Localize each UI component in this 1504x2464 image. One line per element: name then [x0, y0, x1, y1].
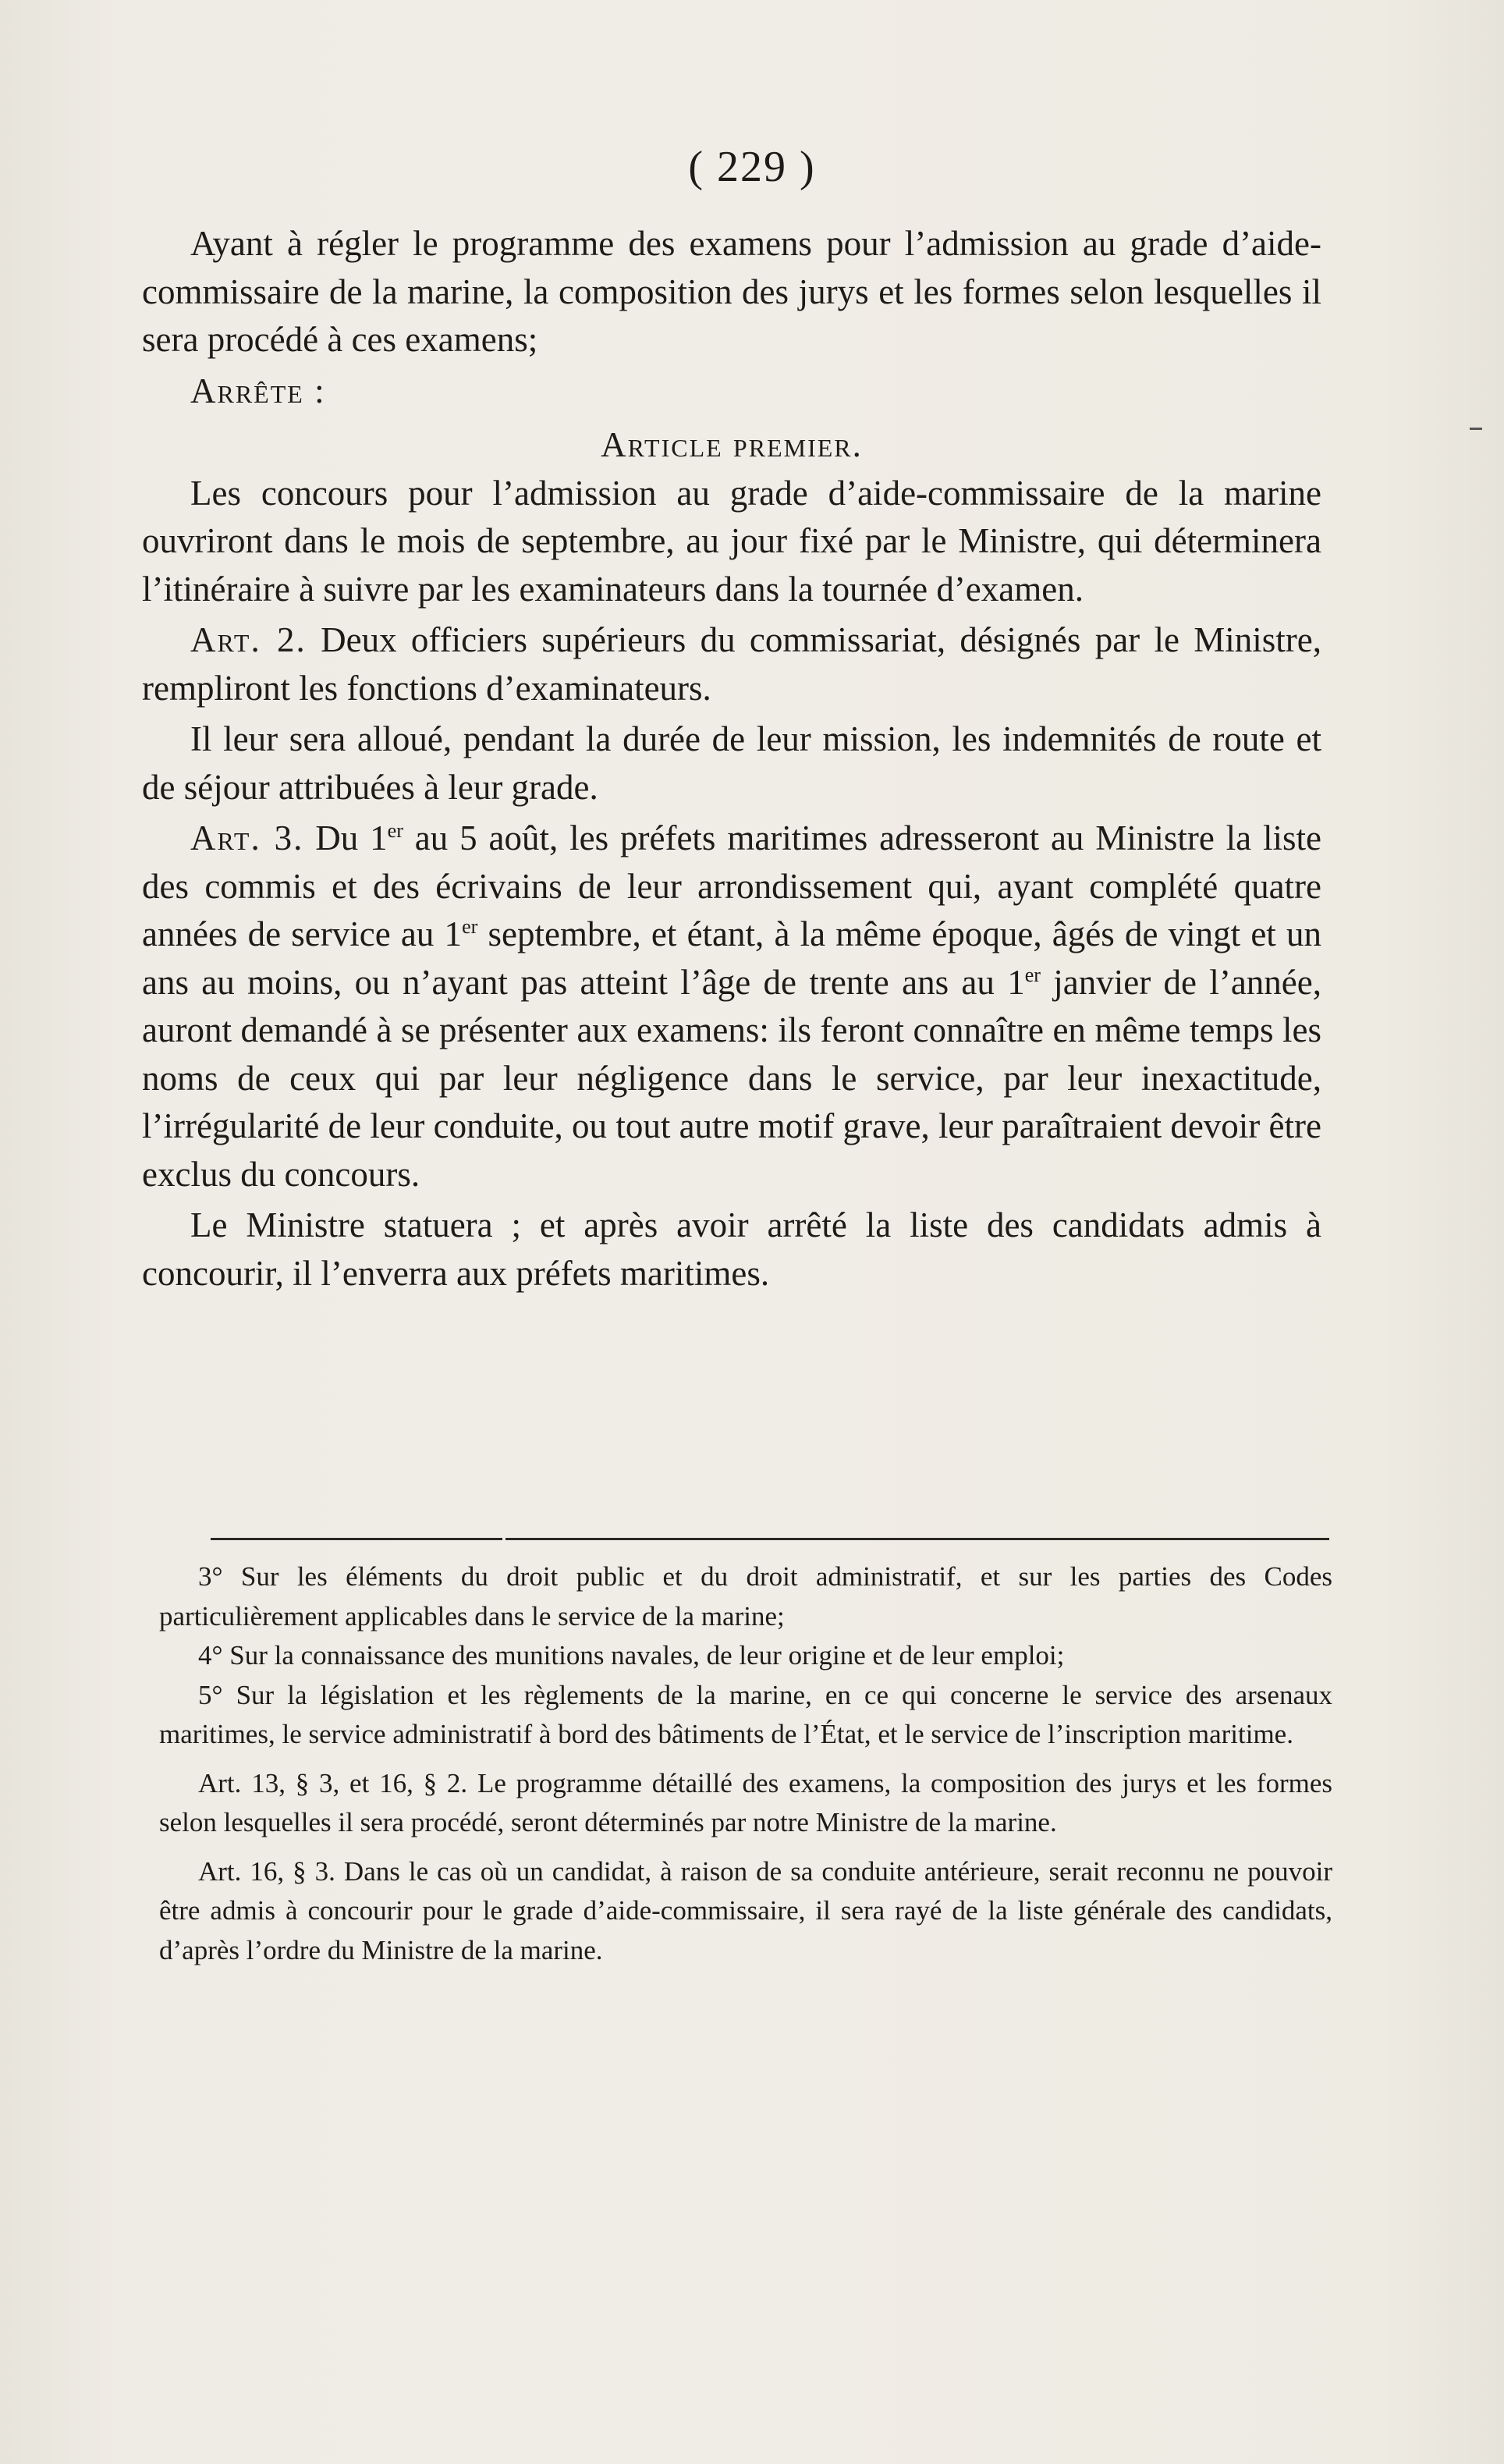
intro-paragraph: Ayant à régler le programme des examens pour l’admission au grade d’aide-commissaire de la marine, la composition des jurys et les formes selon lesquelles il sera procédé à ces examens;: [142, 224, 1321, 359]
footnote-divider-left: [211, 1538, 502, 1540]
article-3-second-paragraph: Le Ministre statuera ; et après avoir arrêté la liste des candidats admis à concourir, il l’enverra aux préfets maritimes.: [142, 1205, 1321, 1293]
footnote-art-13: Art. 13, § 3, et 16, § 2. Le programme détaillé des examens, la composition des jurys et les formes selon lesquelles il sera procédé, seront déterminés par notre Ministre de la marine.: [159, 1767, 1332, 1837]
footnote-item-4: 4° Sur la connaissance des munitions navales, de leur origine et de leur emploi;: [198, 1640, 1065, 1670]
margin-mark: [1470, 428, 1482, 430]
arrete-heading: Arrête :: [190, 371, 326, 410]
footnote-item-5: 5° Sur la législation et les règlements de la marine, en ce qui concerne le service des arsenaux maritimes, le service administratif à bord des bâtiments de l’État, et le service de l’inscription maritime.: [159, 1679, 1332, 1749]
article-3-text-4: janvier de l’année, auront demandé à se présenter aux examens: ils feront connaître en même temps les noms de ceux qui par leur négligence dans le service, par leur inexactitude, l’irrégularité de leur conduite, ou tout autre motif grave, leur paraîtraient devoir être exclus du concours.: [142, 962, 1321, 1194]
article-2-label: Art. 2.: [190, 620, 307, 659]
article-3-paragraph: [142, 815, 1321, 1198]
article-2-text: Deux officiers supérieurs du commissariat, désignés par le Ministre, rempliront les fonctions d’examinateurs.: [142, 620, 1322, 708]
superscript-er: er: [462, 915, 478, 938]
article-2-paragraph: [142, 616, 1321, 712]
footnotes: [159, 1557, 1332, 1970]
page-number: ( 229 ): [688, 143, 816, 191]
superscript-er: er: [387, 819, 403, 842]
article-premier-heading: Article premier.: [601, 425, 863, 464]
article-1-paragraph: Les concours pour l’admission au grade d’aide-commissaire de la marine ouvriront dans le mois de septembre, au jour fixé par le Ministre, qui déterminera l’itinéraire à suivre par les examinateurs dans la tournée d’examen.: [142, 473, 1321, 609]
superscript-er: er: [1024, 963, 1041, 986]
article-3-label: Art. 3.: [190, 818, 304, 857]
article-3-text-3: septembre, et étant, à la même époque, âgés de vingt et un ans au moins, ou n’ayant pas atteint l’âge de trente ans au 1: [142, 914, 1321, 1002]
article-2-second-paragraph: Il leur sera alloué, pendant la durée de leur mission, les indemnités de route et de séjour attribuées à leur grade.: [142, 719, 1321, 807]
footnote-art-16: Art. 16, § 3. Dans le cas où un candidat, à raison de sa conduite antérieure, serait reconnu ne pouvoir être admis à concourir pour le grade d’aide-commissaire, il sera rayé de la liste générale des candidats, d’après l’ordre du Ministre de la marine.: [159, 1855, 1332, 1965]
article-3-text-1: Du 1: [315, 818, 388, 857]
article-3-text-2: au 5 août, les préfets maritimes adresseront au Ministre la liste des commis et des écrivains de leur arrondissement qui, ayant complété quatre années de service au 1: [142, 818, 1322, 953]
footnote-divider-right: [505, 1538, 1329, 1540]
footnote-item-3: 3° Sur les éléments du droit public et du droit administratif, et sur les parties des Codes particulièrement applicables dans le service de la marine;: [159, 1561, 1332, 1631]
main-text: [142, 220, 1321, 1298]
